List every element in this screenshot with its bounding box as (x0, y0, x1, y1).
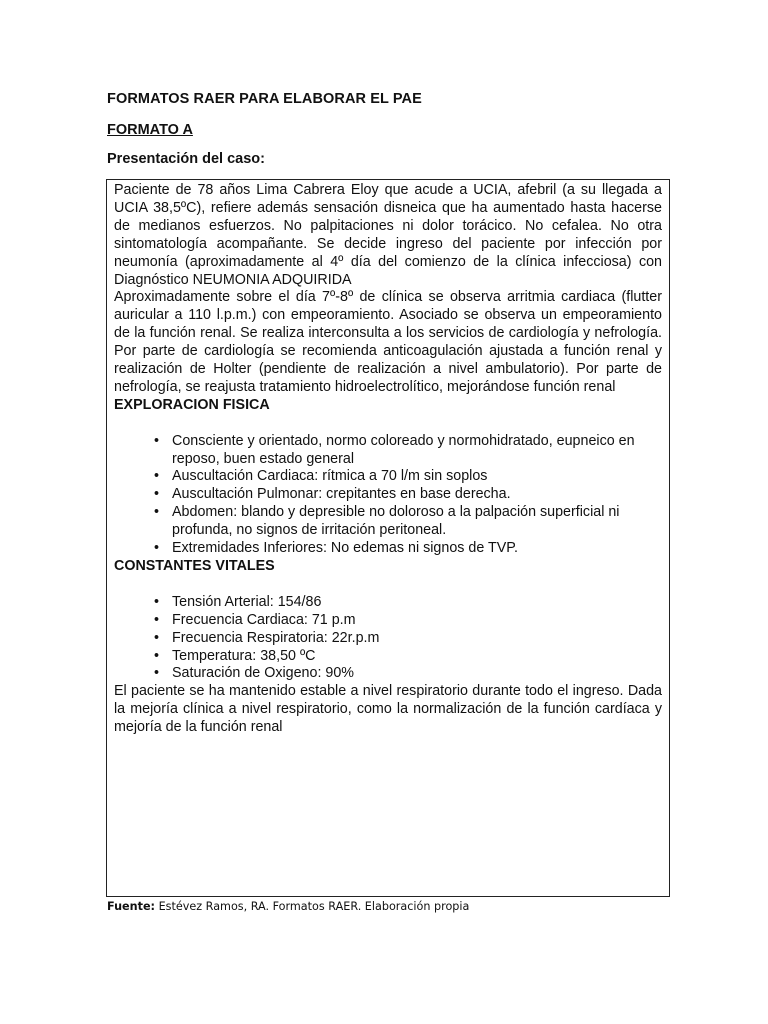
list-item (154, 665, 662, 683)
list-item-text: Saturación de Oxigeno: 90% (172, 665, 355, 682)
bullet-icon: • (154, 647, 160, 664)
bullet-icon: • (154, 486, 160, 503)
list-item (154, 468, 662, 486)
bullet-icon: • (154, 629, 160, 646)
list-item-text: Auscultación Pulmonar: crepitantes en base derecha. (172, 486, 511, 503)
source-note (107, 900, 469, 913)
bullet-icon: • (154, 504, 160, 521)
list-item-text: Temperatura: 38,50 ºC (172, 647, 316, 664)
case-presentation-box (106, 179, 670, 897)
exploration-list (114, 433, 662, 558)
spacer (114, 415, 662, 433)
intro-paragraph: Paciente de 78 años Lima Cabrera Eloy que acude a UCIA, afebril (a su llegada a UCIA 38,5ºC), refiere además sensación disneica que ha aumentado hasta hacerse de medianos esfuerzos. No palpitaciones ni dolor torácico. No cefalea. No otra sintomatología acompañante. Se decide ingreso del paciente por infección por neumonía (aproximadamente al 4º día del comienzo de la clínica infecciosa) con Diagnóstico NEUMONIA ADQUIRIDA (114, 182, 662, 288)
list-item (154, 486, 662, 504)
list-item (154, 647, 662, 666)
bullet-icon: • (154, 665, 160, 682)
list-item (154, 611, 662, 630)
spacer (114, 576, 662, 594)
list-item (154, 593, 662, 612)
closing-paragraph: El paciente se ha mantenido estable a nivel respiratorio durante todo el ingreso. Dada la mejoría clínica a nivel respiratorio, como la normalización de la función cardíaca y mejoría de la función renal (114, 683, 662, 736)
list-item-text: Frecuencia Respiratoria: 22r.p.m (172, 629, 380, 646)
list-item-text: Abdomen: blando y depresible no doloroso a la palpación superficial ni profunda, no signos de irritación peritoneal. (172, 504, 620, 539)
bullet-icon: • (154, 593, 160, 610)
vitals-heading: CONSTANTES VITALES (114, 558, 275, 575)
evolution-paragraph: Aproximadamente sobre el día 7º-8º de clínica se observa arritmia cardiaca (flutter auricular a 110 l.p.m.) con empeoramiento. Asociado se observa un empeoramiento de la función renal. Se realiza interconsulta a los servicios de cardiología y nefrología. Por parte de cardiología se recomienda anticoagulación ajustada a función renal y realización de Holter (pendiente de realización a nivel ambulatorio). Por parte de nefrología, se reajusta tratamiento hidroelectrolítico, mejorándose función renal (114, 289, 662, 395)
bullet-icon: • (154, 468, 160, 485)
document-title: FORMATOS RAER PARA ELABORAR EL PAE (107, 91, 422, 107)
bullet-icon: • (154, 432, 160, 449)
list-item-text: Consciente y orientado, normo coloreado y normohidratado, eupneico en reposo, buen estado general (172, 432, 635, 467)
list-item (154, 504, 662, 540)
list-item-text: Auscultación Cardiaca: rítmica a 70 l/m sin soplos (172, 468, 488, 485)
list-item-text: Frecuencia Cardiaca: 71 p.m (172, 611, 356, 628)
list-item-text: Extremidades Inferiores: No edemas ni signos de TVP. (172, 540, 518, 557)
exploration-heading: EXPLORACION FISICA (114, 396, 270, 413)
format-label: FORMATO A (107, 122, 193, 138)
section-heading: Presentación del caso: (107, 151, 265, 167)
list-item-text: Tensión Arterial: 154/86 (172, 593, 322, 610)
list-item (154, 629, 662, 648)
vitals-list (114, 594, 662, 684)
bullet-icon: • (154, 611, 160, 628)
list-item (154, 540, 662, 558)
list-item (154, 432, 662, 469)
source-text: Estévez Ramos, RA. Formatos RAER. Elaboración propia (155, 900, 470, 913)
bullet-icon: • (154, 540, 160, 557)
source-label: Fuente: (107, 900, 156, 913)
